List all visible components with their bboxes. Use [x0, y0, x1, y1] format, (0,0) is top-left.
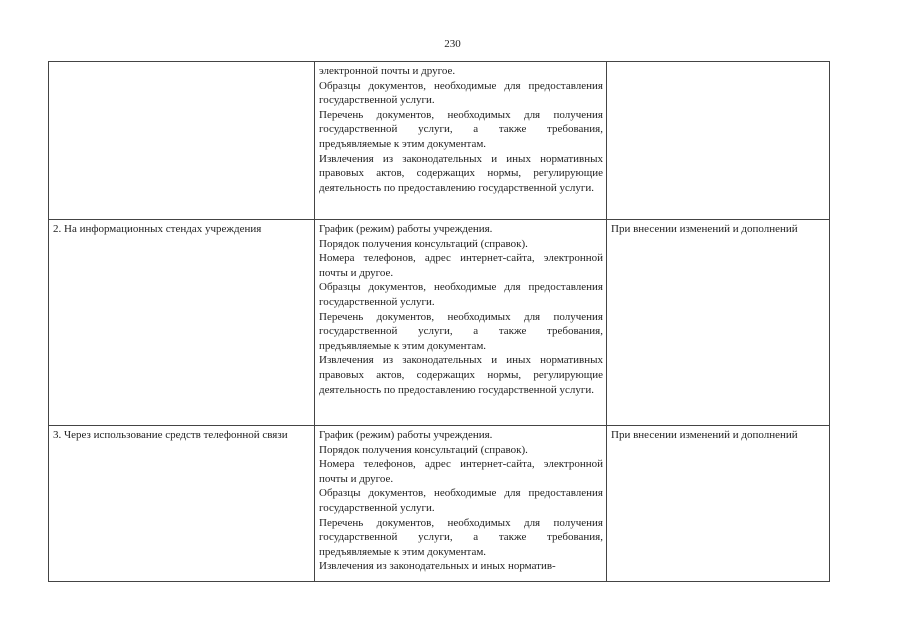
period-cell: При внесении изменений и дополнений — [607, 220, 830, 426]
place-cell — [49, 62, 315, 220]
content-paragraph: Извлечения из законодательных и иных норматив- — [319, 560, 556, 573]
content-cell — [315, 426, 607, 582]
content-paragraph: Порядок получения консультаций (справок). — [319, 443, 528, 456]
table-row — [49, 426, 830, 582]
info-table — [48, 61, 830, 582]
place-cell: 3. Через использование средств телефонной связи — [49, 426, 315, 582]
table-row — [49, 220, 830, 426]
content-paragraph: График (режим) работы учреждения. — [319, 429, 493, 441]
content-paragraph: Порядок получения консультаций (справок). — [319, 237, 528, 250]
content-paragraph: Образцы документов, необходимые для предоставления государственной услуги. — [319, 79, 603, 107]
content-paragraph: Перечень документов, необходимых для получения государственной услуги, а также требования, предъявляемые к этим документам. — [319, 310, 603, 352]
content-paragraph: Образцы документов, необходимые для предоставления государственной услуги. — [319, 281, 603, 308]
content-paragraph: Номера телефонов, адрес интернет-сайта, электронной почты и другое. — [319, 458, 603, 485]
period-cell — [607, 62, 830, 220]
place-cell: 2. На информационных стендах учреждения — [49, 220, 315, 426]
content-cell — [315, 62, 607, 220]
content-paragraph: График (режим) работы учреждения. — [319, 223, 493, 235]
content-paragraph: Извлечения из законодательных и иных нормативных правовых актов, содержащих нормы, регулирующие деятельность по предоставлению государственной услуги. — [319, 354, 603, 396]
page-number: 230 — [444, 38, 461, 50]
content-cell — [315, 220, 607, 426]
content-paragraph: Перечень документов, необходимых для получения государственной услуги, а также требования, предъявляемые к этим документам. — [319, 108, 603, 150]
content-paragraph: Извлечения из законодательных и иных нормативных правовых актов, содержащих нормы, регулирующие деятельность по предоставлению государственной услуги. — [319, 152, 603, 194]
period-cell: При внесении изменений и дополнений — [607, 426, 830, 582]
table-row — [49, 62, 830, 220]
content-paragraph: электронной почты и другое. — [319, 65, 456, 77]
content-paragraph: Перечень документов, необходимых для получения государственной услуги, а также требования, предъявляемые к этим документам. — [319, 516, 603, 558]
content-paragraph: Номера телефонов, адрес интернет-сайта, электронной почты и другое. — [319, 252, 603, 279]
content-paragraph: Образцы документов, необходимые для предоставления государственной услуги. — [319, 487, 603, 514]
